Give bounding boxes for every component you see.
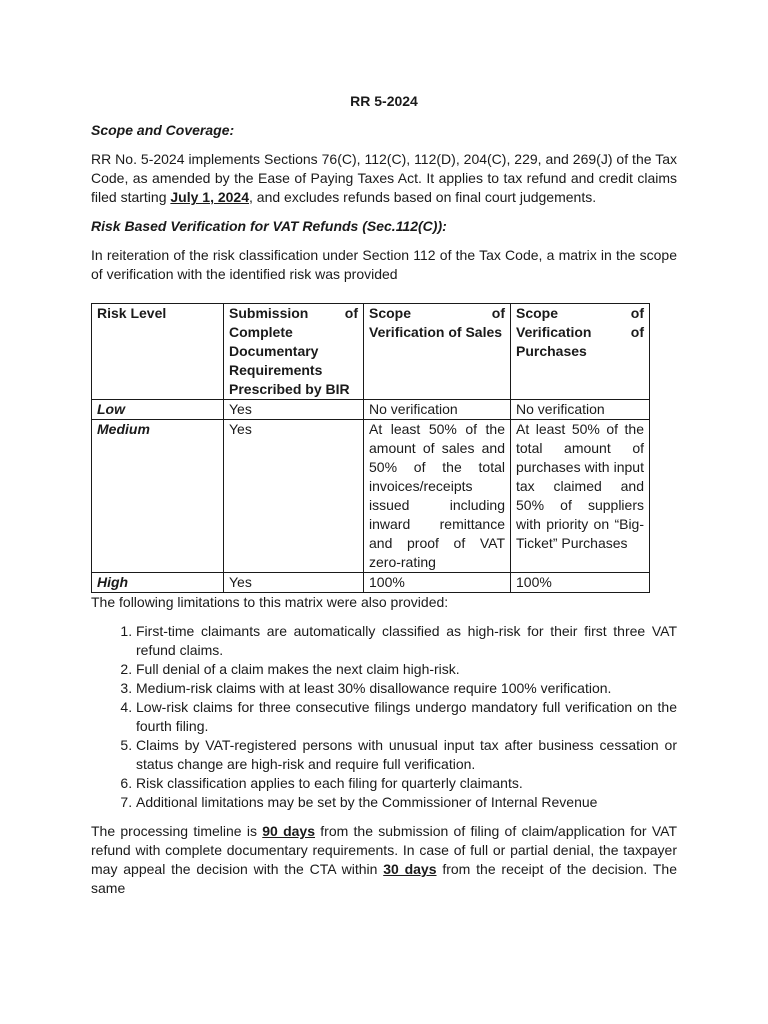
- cell-level: Medium: [92, 420, 224, 573]
- cell-level: Low: [92, 400, 224, 420]
- cell-purchases: 100%: [511, 573, 650, 593]
- cell-submission: Yes: [224, 573, 364, 593]
- list-item: 6. Risk classification applies to each filing for quarterly claimants.: [136, 774, 677, 793]
- appeal-days: 30 days: [383, 861, 437, 877]
- scope-text-2: , and excludes refunds based on final court judgements.: [249, 189, 597, 205]
- list-item: 3. Medium-risk claims with at least 30% disallowance require 100% verification.: [136, 679, 677, 698]
- effective-date: July 1, 2024: [170, 189, 249, 205]
- document-page: [91, 92, 677, 908]
- table-row-low: [92, 400, 650, 420]
- limitations-intro: The following limitations to this matrix were also provided:: [91, 594, 449, 610]
- risk-heading: Risk Based Verification for VAT Refunds (Sec.112(C)):: [91, 218, 447, 234]
- header-purchases: Scope of Verification of Purchases: [511, 304, 650, 400]
- timeline-text-1: The processing timeline is: [91, 823, 263, 839]
- list-item: 1. First-time claimants are automatically classified as high-risk for their first three VAT refund claims.: [136, 622, 677, 660]
- timeline-text-2: from the submission of filing of claim/application for VAT refund with complete documentary requirements. In case of full or partial denial, the taxpayer may appeal the decision with the CTA within: [91, 823, 677, 877]
- cell-level: High: [92, 573, 224, 593]
- header-risk-level: Risk Level: [92, 304, 224, 400]
- risk-intro: In reiteration of the risk classification under Section 112 of the Tax Code, a matrix in the scope of verification with the identified risk was provided: [91, 247, 677, 282]
- cell-purchases: At least 50% of the total amount of purchases with input tax claimed and 50% of suppliers with priority on “Big-Ticket” Purchases: [511, 420, 650, 573]
- cell-submission: Yes: [224, 400, 364, 420]
- list-item: 4. Low-risk claims for three consecutive filings undergo mandatory full verification on the fourth filing.: [136, 698, 677, 736]
- header-submission: Submission of Complete Documentary Requirements Prescribed by BIR: [224, 304, 364, 400]
- table-row-medium: [92, 420, 650, 573]
- limitations-list: [91, 622, 677, 812]
- timeline-paragraph: [91, 822, 677, 898]
- scope-text-1: RR No. 5-2024 implements Sections 76(C), 112(C), 112(D), 204(C), 229, and 269(J) of the Tax Code, as amended by the Ease of Paying Taxes Act. It applies to tax refund and credit claims filed starting: [91, 151, 677, 205]
- cell-sales: At least 50% of the amount of sales and 50% of the total invoices/receipts issued including inward remittance and proof of VAT zero-rating: [364, 420, 511, 573]
- timeline-text-3: from the receipt of the decision. The same: [91, 861, 677, 896]
- table-header-row: [92, 304, 650, 400]
- risk-matrix-table: [91, 303, 650, 593]
- header-sales: Scope of Verification of Sales: [364, 304, 511, 400]
- cell-purchases: No verification: [511, 400, 650, 420]
- list-item: 2. Full denial of a claim makes the next claim high-risk.: [136, 660, 677, 679]
- cell-sales: No verification: [364, 400, 511, 420]
- list-item: 5. Claims by VAT-registered persons with unusual input tax after business cessation or status change are high-risk and require full verification.: [136, 736, 677, 774]
- document-title: RR 5-2024: [350, 93, 418, 109]
- table-row-high: [92, 573, 650, 593]
- processing-days: 90 days: [262, 823, 315, 839]
- list-item: 7. Additional limitations may be set by the Commissioner of Internal Revenue: [136, 793, 677, 812]
- cell-submission: Yes: [224, 420, 364, 573]
- scope-heading: Scope and Coverage:: [91, 122, 235, 138]
- scope-paragraph: [91, 150, 677, 207]
- cell-sales: 100%: [364, 573, 511, 593]
